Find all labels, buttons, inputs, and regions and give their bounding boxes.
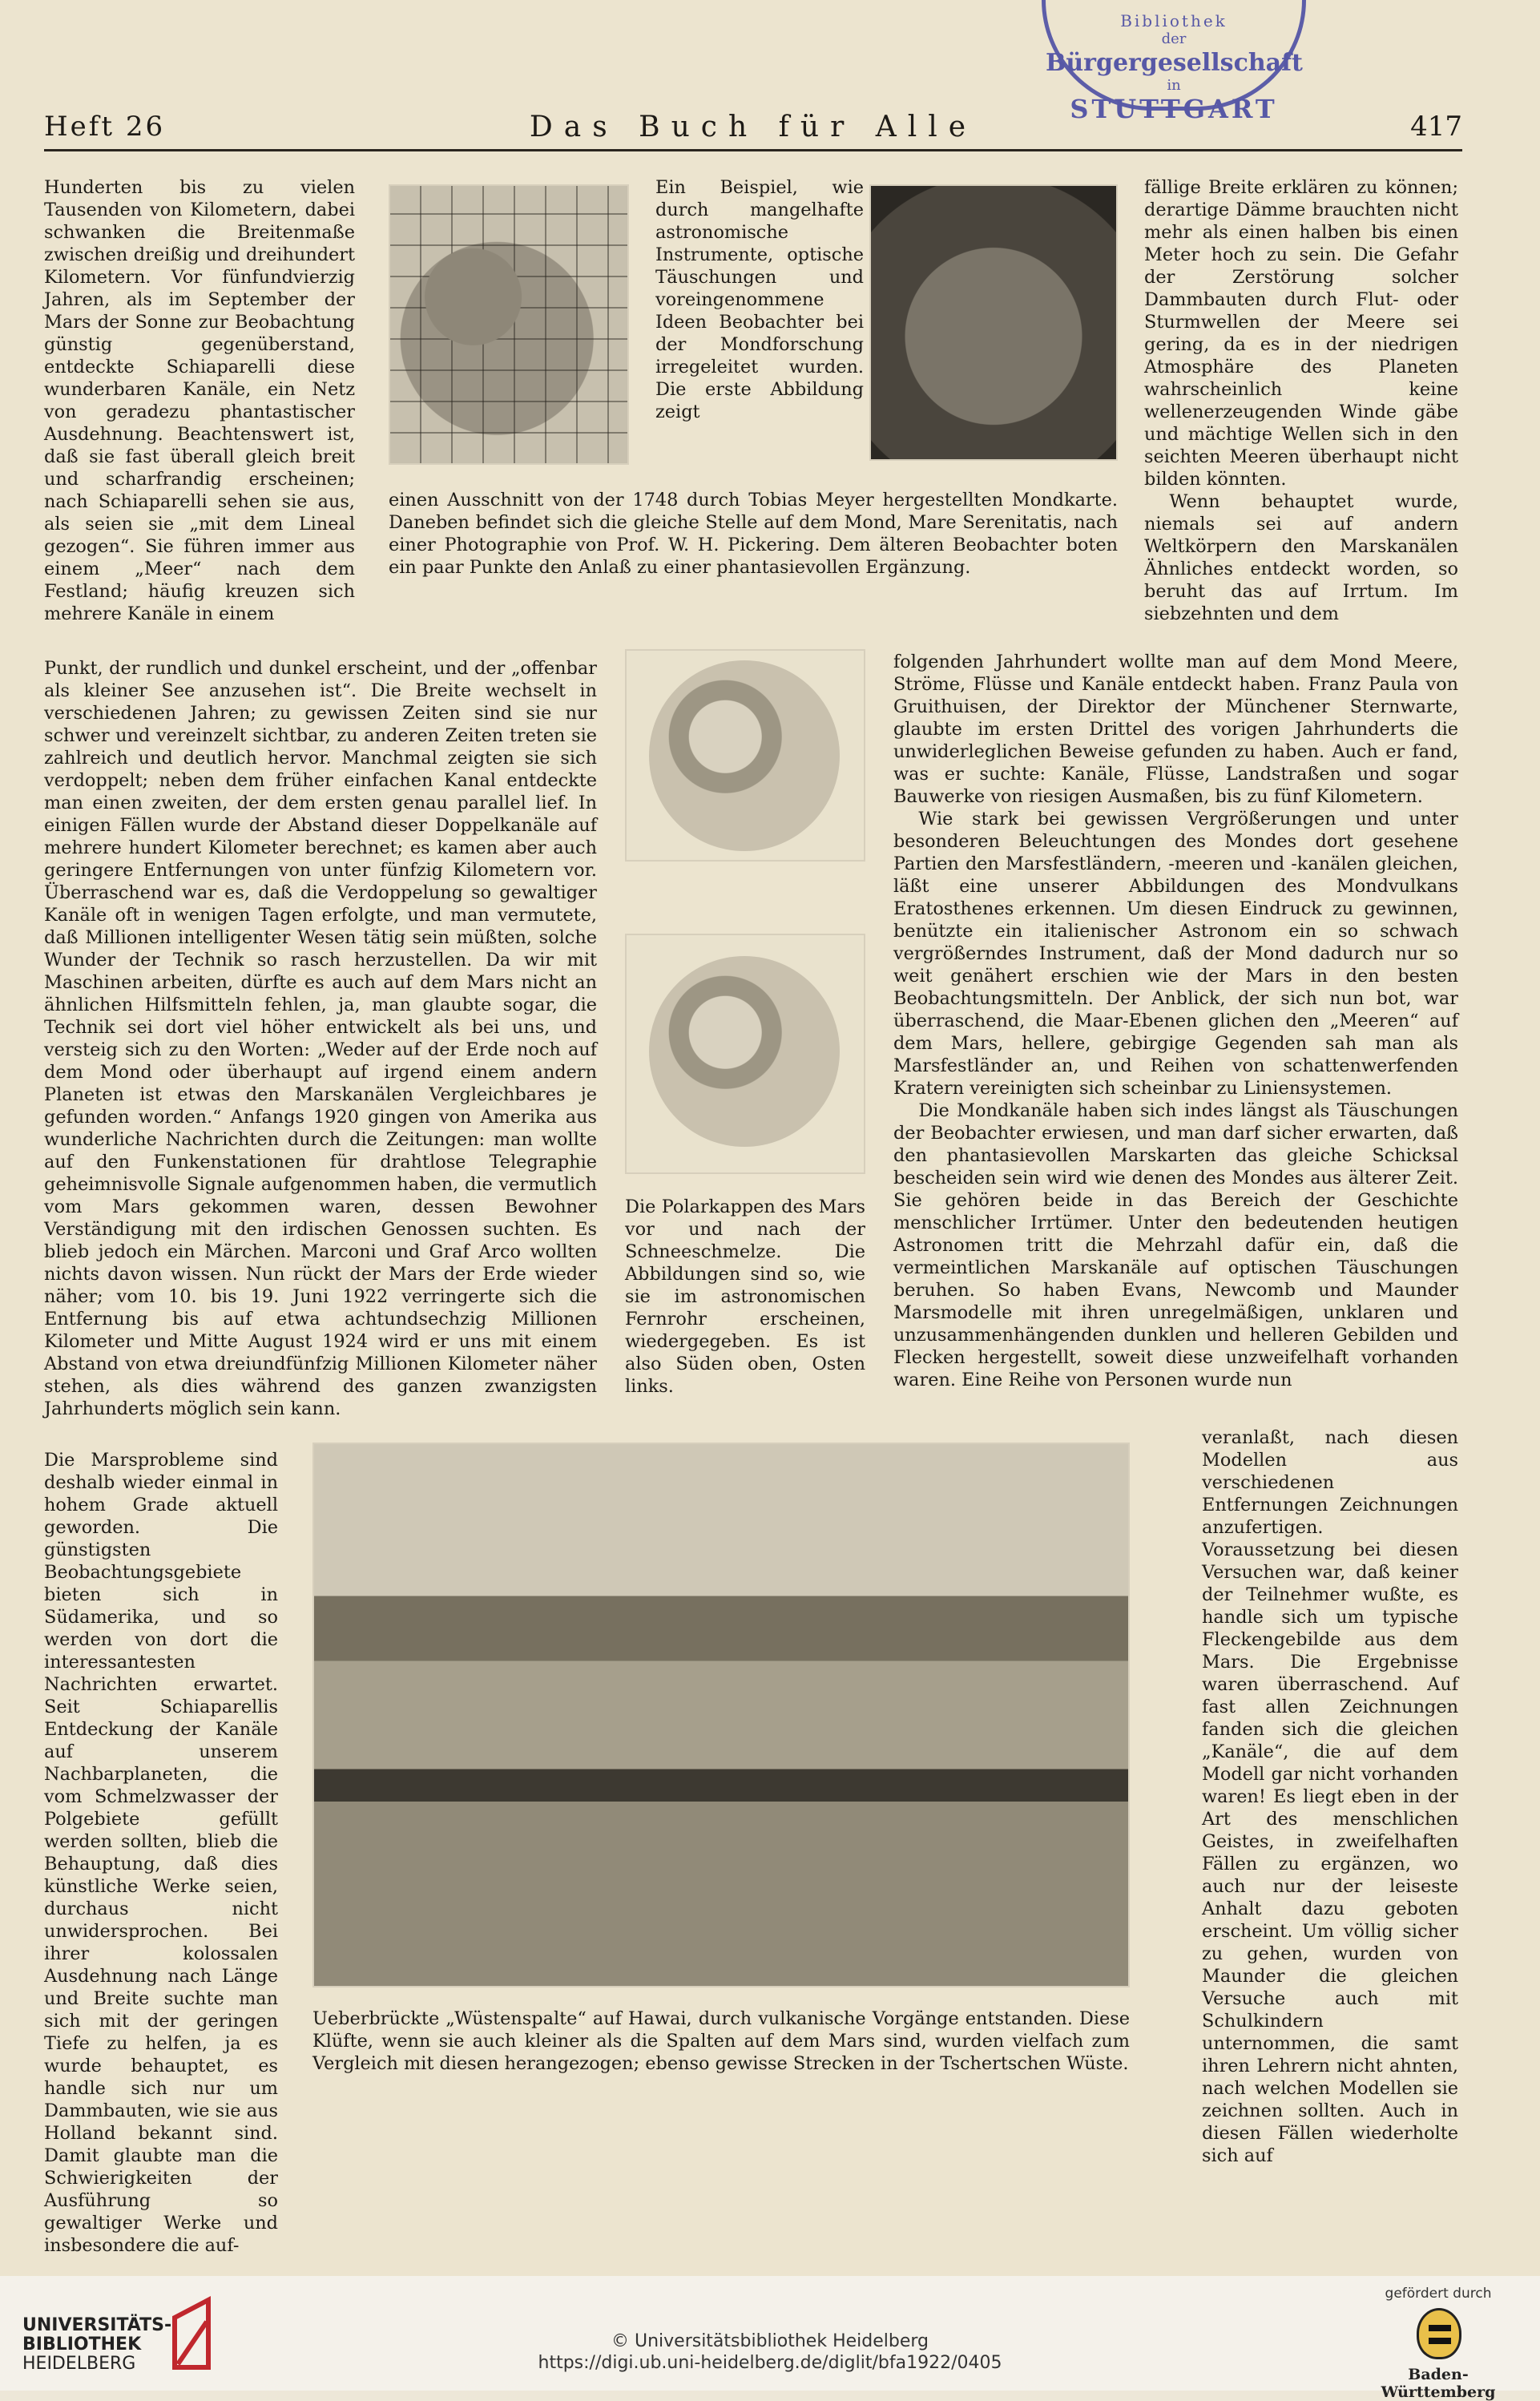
mars-before-figure <box>625 649 865 862</box>
stamp-line-2: der <box>1161 30 1187 47</box>
baden-wuerttemberg-crest-icon <box>1417 2308 1461 2359</box>
journal-title: Das Buch für Alle <box>529 111 978 143</box>
paragraph: Die Mondkanäle haben sich indes längst als Täuschungen der Beobachter erwiesen, und man darf sicher erwarten, daß den phantasievollen Marskarten das gleiche Schicksal bescheiden sein wird wie denen des Mondes aus älterer Zeit. Sie gehören beide in das Bereich der Geschichte menschlicher Irrtümer. Unter den bedeutenden heutigen Astronomen tritt die Mehrzahl dafür ein, daß die vermeintlichen Marskanäle auf optischen Täuschungen beruhen. So haben Evans, Newcomb und Maunder Marsmodelle mit ihren unregelmäßigen, unklaren und unzusammenhängenden dunklen und helleren Gebilden und Flecken hergestellt, soweit diese unzweifelhaft vorhanden waren. Eine Reihe von Personen wurde nun <box>893 1100 1458 1390</box>
column-4-bottom <box>1202 1426 1458 2166</box>
column-3 <box>893 651 1458 1420</box>
paragraph: Wenn behauptet wurde, niemals sei auf andern Weltkörpern den Marskanälen Ähnliches entdeckt worden, so beruht das auf Irrtum. Im siebzehnten und dem <box>1144 491 1458 624</box>
stamp-line-4: in <box>1167 77 1181 94</box>
page-header <box>44 111 1462 151</box>
paragraph: Punkt, der rundlich und dunkel erscheint, und der „offenbar als kleiner See anzusehen ist“. Die Breite wechselt in verschiedenen Jahren; zu gewissen Zeiten sind sie nur schwer und vereinzelt sichtbar, zu anderen Zeiten treten sie zahlreich und deutlich hervor. Manchmal zeigten sie sich verdoppelt; neben dem früher einfachen Kanal entdeckte man einen zweiten, der dem ersten genau parallel lief. In einigen Fällen wurde der Abstand dieser Doppelkanäle auf mehrere hundert Kilometer berechnet; es kamen aber auch geringere Entfernungen von unter fünfzig Kilometern vor. Überraschend war es, daß die Verdoppelung so gewaltiger Kanäle oft in wenigen Tagen erfolgte, und man vermutete, daß Millionen intelligenter Wesen tätig sein müßten, solche Wunder der Technik so rasch herzustellen. Da wir mit Maschinen arbeiten, dürfte es auch auf dem Mars nicht an ähnlichen Hilfsmitteln fehlen, ja, man glaubte sogar, die Technik sei dort viel höher entwickelt als bei uns, und versteig sich zu den Worten: „Weder auf der Erde noch auf dem Mond oder überhaupt auf irgend einem andern Planeten ist etwas den Marskanälen Vergleichbares je gefunden worden.“ Anfangs 1920 gingen von Amerika aus wunderliche Nachrichten durch die Zeitungen: man wollte auf den Funkenstationen für drahtlose Telegraphie geheimnisvolle Signale aufgenommen haben, die vermutlich vom Mars gekommen waren, dessen Bewohner Verständigung mit den irdischen Genossen suchten. Es blieb jedoch ein Märchen. Marconi und Graf Arco wollten nichts davon wissen. Nun rückt der Mars der Erde wieder näher; vom 10. bis 19. Juni 1922 verringerte sich die Entfernung bis auf etwa achtundsechzig Millionen Kilometer und Mitte August 1924 wird er uns mit einem Abstand von etwa dreiundfünfzig Millionen Kilometer näher stehen, als dies während des ganzen zwanzigsten Jahrhunderts möglich sein kann. <box>44 658 597 1419</box>
stamp-line-3: Bürgergesellschaft <box>1046 49 1303 77</box>
moon-caption-part-1: Ein Beispiel, wie durch mangelhafte astronomische Instrumente, optische Täuschungen und voreingenommene Ideen Beobachter bei der Mondforschung irregeleitet wurden. Die erste Abbildung zeigt <box>655 177 864 422</box>
copyright-block <box>0 2330 1540 2374</box>
column-1-top <box>44 176 355 654</box>
paragraph: Hunderten bis zu vielen Tausenden von Kilometern, dabei schwanken die Breitenmaße zwischen dreißig und dreihundert Kilometern. Vor fünfundvierzig Jahren, als im September der Mars der Sonne zur Beobachtung günstig gegenüberstand, entdeckte Schiaparelli diese wunderbaren Kanäle, ein Netz von geradezu phantastischer Ausdehnung. Beachtenswert ist, daß sie fast überall gleich breit und scharfrandig erscheinen; nach Schiaparelli sehen sie aus, als seien sie „mit dem Lineal gezogen“. Sie führen immer aus einem „Meer“ nach dem Festland; häufig kreuzen sich mehrere Kanäle in einem <box>44 177 355 624</box>
paragraph: fällige Breite erklären zu können; derartige Dämme brauchten nicht mehr als einen halben bis einen Meter hoch zu sein. Die Gefahr der Zerstörung solcher Dammbauten durch Flut- oder Sturmwellen der Meere sei gering, da es in der niedrigen Atmosphäre des Planeten wahrscheinlich keine wellenerzeugenden Winde gäbe und mächtige Wellen sich in den seichten Meeren überhaupt nicht bilden könnten. <box>1144 177 1458 490</box>
paragraph: veranlaßt, nach diesen Modellen aus verschiedenen Entfernungen Zeichnungen anzufertigen. Voraussetzung bei diesen Versuchen war, daß keiner der Teilnehmer wußte, es handle sich um typische Fleckengebilde aus dem Mars. Die Ergebnisse waren überraschend. Auf fast allen Zeichnungen fanden sich die gleichen „Kanäle“, die auf dem Modell gar nicht vorhanden waren! Es liegt eben in der Art des menschlichen Geistes, in zweifelhaften Fällen zu ergänzen, wo auch nur der leiseste Anhalt dazu geboten erscheint. Um völlig sicher zu gehen, wurden von Maunder die gleichen Versuche auch mit Schulkindern unternommen, die samt ihren Lehrern nicht ahnten, nach welchen Modellen sie zeichnen sollten. Auch in diesen Fällen wiederholte sich auf <box>1202 1427 1458 2166</box>
column-1-main <box>44 657 597 1443</box>
mars-after-figure <box>625 934 865 1174</box>
moon-caption-column <box>655 176 864 489</box>
hawaii-caption-text: Ueberbrückte „Wüstenspalte“ auf Hawai, durch vulkanische Vorgänge entstanden. Diese Klüfte, wenn sie auch kleiner als die Spalten auf dem Mars sind, wurden vielfach zum Vergleich mit diesen herangezogen; ebenso gewisse Strecken in der Tschertschen Wüste. <box>312 2008 1130 2074</box>
column-4-top <box>1144 176 1458 649</box>
moon-caption-part-2: einen Ausschnitt von der 1748 durch Tobias Meyer hergestellten Mondkarte. Daneben befindet sich die gleiche Stelle auf dem Mond, Mare Serenitatis, nach einer Photographie von Prof. W. H. Pickering. Dem älteren Beobachter boten ein paar Punkte den Anlaß zu einer phantasievollen Ergänzung. <box>389 490 1118 578</box>
mars-caption <box>625 1196 865 1420</box>
copyright-text: © Universitätsbibliothek Heidelberg <box>611 2331 929 2351</box>
stamp-line-5: STUTTGART <box>1070 94 1278 124</box>
baden-wuerttemberg-label: Baden-Württemberg <box>1381 2366 1496 2401</box>
stamp-line-1: Bibliothek <box>1120 11 1228 30</box>
page-number: 417 <box>1410 111 1462 143</box>
source-url-link[interactable]: https://digi.ub.uni-heidelberg.de/diglit/bfa1922/0405 <box>538 2353 1002 2373</box>
ub-line-1: UNIVERSITÄTS- <box>22 2315 172 2335</box>
paragraph: Wie stark bei gewissen Vergrößerungen und unter besonderen Beleuchtungen des Mondes dort gesehene Partien den Marsfestländern, -meeren und -kanälen gleichen, läßt eine unserer Abbildungen des Mondvulkans Eratosthenes erkennen. Um diesen Eindruck zu gewinnen, benützte ein italienischer Astronom ein so schwach vergrößerndes Instrument, daß der Mond dadurch nur so weit genähert erschien wie der Mars in den besten Beobachtungsmitteln. Der Anblick, der sich nun bot, war überraschend, die Maar-Ebenen glichen den „Meeren“ auf dem Mars, hellere, gebirgige Gegenden sah man als Marsfestländer an, und Reihen von schattenwerfenden Kratern vereinigten sich scheinbar zu Liniensystemen. <box>893 809 1458 1099</box>
ub-line-3: HEIDELBERG <box>22 2354 136 2374</box>
column-1-bottom <box>44 1449 278 2256</box>
hawaii-caption <box>312 2008 1130 2120</box>
paragraph: Die Marsprobleme sind deshalb wieder einmal in hohem Grade aktuell geworden. Die günstigsten Beobachtungsgebiete bieten sich in Südamerika, und so werden von dort die interessantesten Nachrichten erwartet. Seit Schiaparellis Entdeckung der Kanäle auf unserem Nachbarplaneten, die vom Schmelzwasser der Polgebiete gefüllt werden sollten, blieb die Behauptung, daß dies künstliche Werke seien, durchaus nicht unwidersprochen. Bei ihrer kolossalen Ausdehnung nach Länge und Breite suchte man sich mit der geringen Tiefe zu helfen, ja es wurde behauptet, es handle sich nur um Dammbauten, wie sie aus Holland bekannt sind. Damit glaubte man die Schwierigkeiten der Ausführung so gewaltiger Werke und insbesondere die auf- <box>44 1450 278 2256</box>
hawaii-crevasse-photo <box>312 1443 1130 1987</box>
mars-caption-text: Die Polarkappen des Mars vor und nach der Schneeschmelze. Die Abbildungen sind so, wie sie im astronomischen Fernrohr erscheinen, wiedergegeben. Es ist also Süden oben, Osten links. <box>625 1196 865 1397</box>
moon-photo-figure <box>869 184 1118 461</box>
paragraph: folgenden Jahrhundert wollte man auf dem Mond Meere, Ströme, Flüsse und Kanäle entdeckt haben. Franz Paula von Gruithuisen, der Direktor der Münchener Sternwarte, glaubte im ersten Drittel des vorigen Jahrhunderts die unwiderleglichen Beweise gefunden zu haben. Auch er fand, was er suchte: Kanäle, Flüsse, Landstraßen und sogar Bauwerke von riesigen Ausmaßen, bis zu fünf Kilometern. <box>893 652 1458 807</box>
ub-line-2: BIBLIOTHEK <box>22 2334 142 2355</box>
library-stamp <box>1042 0 1306 124</box>
funded-by-label: gefördert durch <box>1385 2286 1492 2302</box>
moon-map-figure <box>389 184 629 465</box>
issue-number: Heft 26 <box>44 111 166 143</box>
moon-caption-wide <box>389 489 1118 625</box>
